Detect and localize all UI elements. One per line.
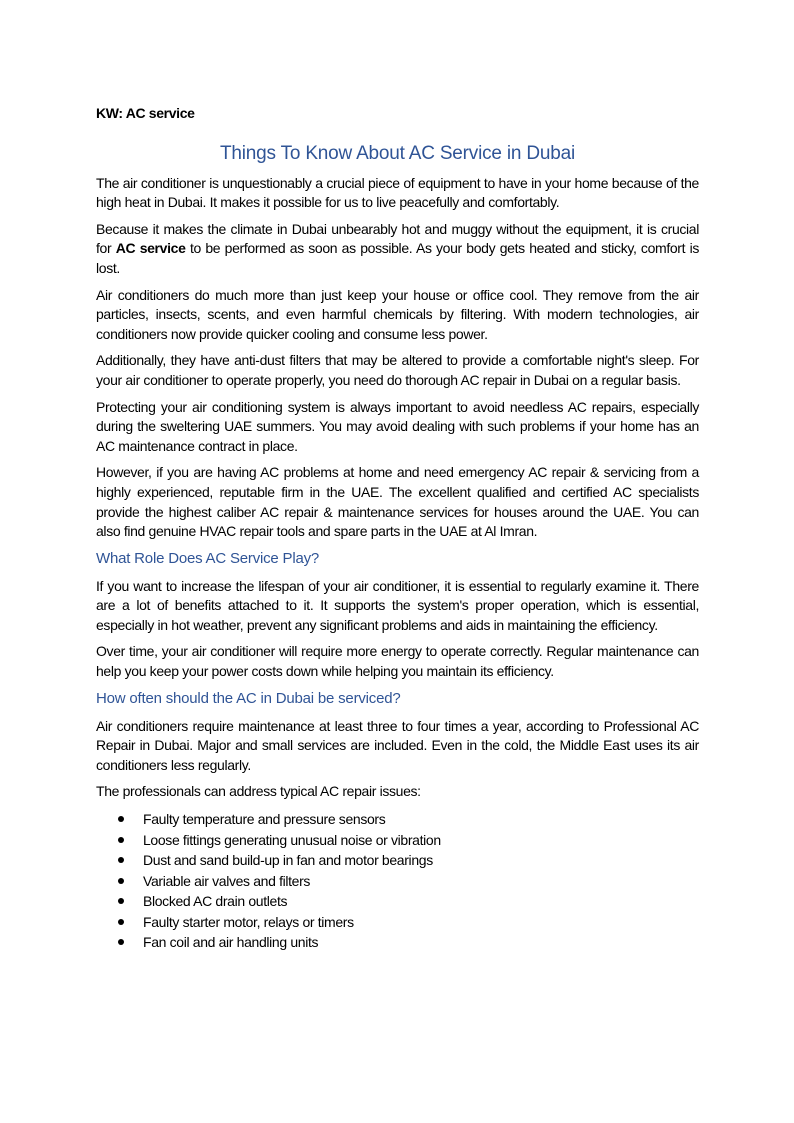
paragraph: However, if you are having AC problems at home and need emergency AC repair & servicing from a highly experienced, reputable firm in the UAE. The excellent qualified and certified AC specialists provide the highest caliber AC repair & maintenance services for houses around the UAE. You can also find genuine HVAC repair tools and spare parts in the UAE at Al Imran. [96,464,699,540]
section-heading: What Role Does AC Service Play? [96,549,320,567]
paragraph: Air conditioners do much more than just keep your house or office cool. They remove from the air particles, insects, scents, and even harmful chemicals by filtering. With modern technologies, air conditioners now provide quicker cooling and consume less power. [96,286,699,342]
list-item-text: Fan coil and air handling units [143,934,319,951]
list-item [118,891,699,912]
bullet-icon [118,898,124,904]
list-item [118,932,699,953]
bullet-icon [118,837,124,843]
bullet-icon [118,878,124,884]
paragraph: The air conditioner is unquestionably a crucial piece of equipment to have in your home because of the high heat in Dubai. It makes it possible for us to live peacefully and comfortably. [96,174,699,211]
page-title: Things To Know About AC Service in Dubai [220,142,575,164]
paragraph-text: Because it makes the climate in Dubai unbearably hot and muggy without the equipment, it is crucial for [96,220,699,257]
section-heading: How often should the AC in Dubai be serviced? [96,689,401,707]
bullet-icon [118,857,124,863]
list-item-text: Loose fittings generating unusual noise or vibration [143,831,441,848]
paragraph: Over time, your air conditioner will require more energy to operate correctly. Regular maintenance can help you keep your power costs down while helping you maintain its efficiency. [96,643,699,680]
paragraph: If you want to increase the lifespan of your air conditioner, it is essential to regularly examine it. There are a lot of benefits attached to it. It supports the system's proper operation, which is essential, especially in hot weather, prevent any significant problems and aids in maintaining the efficiency. [96,577,699,633]
list-item-text: Faulty starter motor, relays or timers [143,913,354,930]
paragraph-text: to be performed as soon as possible. As your body gets heated and sticky, comfort is lost. [96,240,699,276]
bold-keyword: AC service [115,240,186,257]
list-item [118,871,699,892]
list-item [118,912,699,933]
paragraph: Protecting your air conditioning system is always important to avoid needless AC repairs, especially during the sweltering UAE summers. You may avoid dealing with such problems if your home has an AC maintenance contract in place. [96,398,699,454]
paragraph: The professionals can address typical AC repair issues: [96,783,421,800]
list-item-text: Blocked AC drain outlets [143,893,288,910]
document-page [96,104,699,953]
bullet-icon [118,939,124,945]
keyword-line: KW: AC service [96,105,195,121]
list-item-text: Variable air valves and filters [143,872,311,889]
list-item-text: Faulty temperature and pressure sensors [143,811,386,828]
list-item [118,830,699,851]
bullet-icon [118,816,124,822]
paragraph: Additionally, they have anti-dust filters that may be altered to provide a comfortable night's sleep. For your air conditioner to operate properly, you need do thorough AC repair in Dubai on a regular basis. [96,352,699,388]
paragraph [96,220,699,279]
list-item-text: Dust and sand build-up in fan and motor bearings [143,852,433,869]
paragraph: Air conditioners require maintenance at least three to four times a year, according to Professional AC Repair in Dubai. Major and small services are included. Even in the cold, the Middle East uses its air conditioners less regularly. [96,717,699,773]
list-item [118,809,699,830]
list-item [118,850,699,871]
bullet-icon [118,919,124,925]
issues-list [96,809,699,953]
